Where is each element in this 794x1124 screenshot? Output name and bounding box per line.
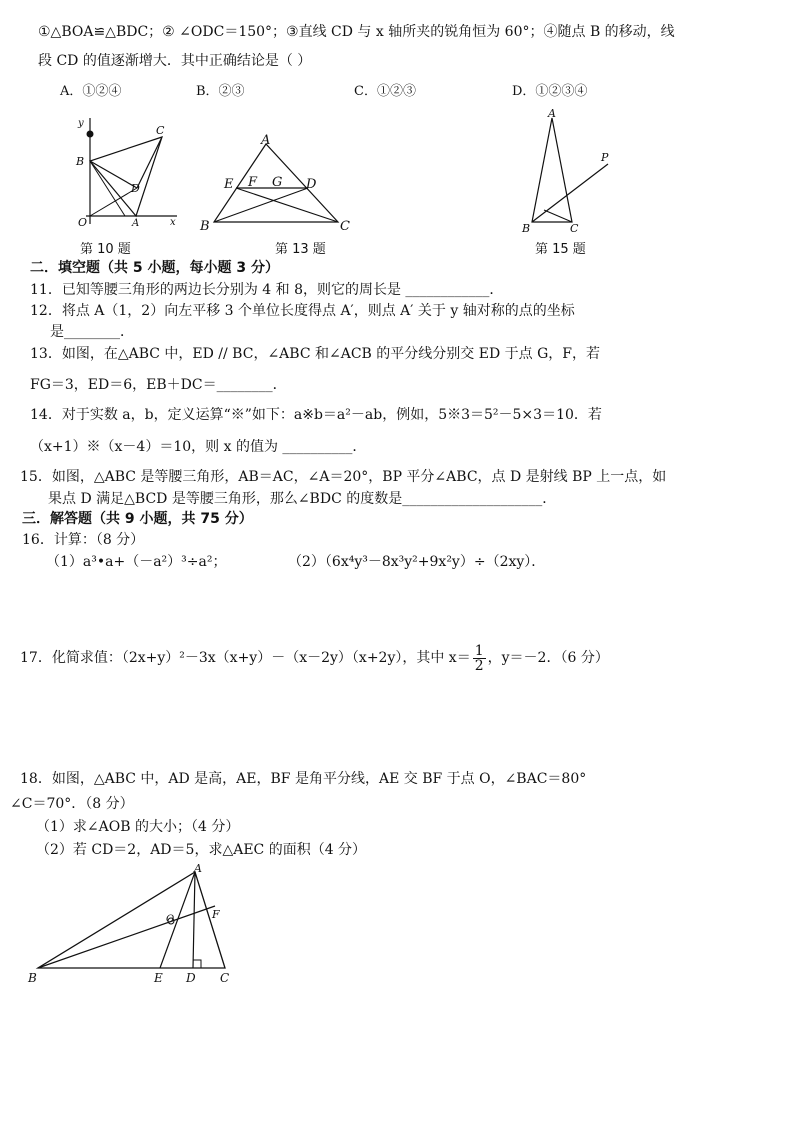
fig18-label-e: E xyxy=(154,971,163,985)
fig13-label-e: E xyxy=(224,177,234,192)
fig10-label-y: y xyxy=(78,118,84,129)
q10-option-c: C．①②③ xyxy=(354,84,416,99)
q11-text: 11．已知等腰三角形的两边长分别为 4 和 8，则它的周长是 ____________． xyxy=(30,282,504,298)
q13-line1: 13．如图，在△ABC 中，ED // BC，∠ABC 和∠ACB 的平分线分别交 ED 于点 G，F，若 xyxy=(30,346,600,362)
fig10-label-c: C xyxy=(156,124,165,137)
q17-fraction xyxy=(473,644,486,673)
q17-frac-num: 1 xyxy=(474,642,484,659)
q17-suffix: ，y＝－2．（6 分） xyxy=(487,650,609,666)
section-3-title: 三．解答题（共 9 小题，共 75 分） xyxy=(22,511,253,527)
fig18-label-f: F xyxy=(212,908,220,921)
q17-frac-den: 2 xyxy=(474,657,484,674)
fig13-label-g: G xyxy=(272,175,283,190)
q17-prefix: 17．化简求值：（2x+y）²－3x（x+y）－（x－2y）（x+2y），其中 x＝ xyxy=(20,650,471,666)
q10-line1: ①△BOA≌△BDC；② ∠ODC＝150°；③直线 CD 与 x 轴所夹的锐角恒为 60°；④随点 B 的移动，线 xyxy=(38,24,675,40)
fig13-label-b: B xyxy=(200,219,210,234)
fig10-label-x: x xyxy=(170,217,176,228)
fig13-label-c: C xyxy=(340,219,350,234)
fig13-label-a: A xyxy=(261,133,271,148)
fig18-label-b: B xyxy=(28,971,37,985)
fig15-label-a: A xyxy=(548,107,556,120)
q18-line1: 18．如图，△ABC 中，AD 是高，AE，BF 是角平分线，AE 交 BF 于点 O，∠BAC＝80° xyxy=(20,771,587,787)
figure-q10 xyxy=(52,112,187,230)
q14-line1: 14．对于实数 a，b，定义运算“※”如下：a※b＝a²－ab，例如，5※3＝5²－5×3＝10．若 xyxy=(30,407,602,423)
q12-line1: 12．将点 A（1，2）向左平移 3 个单位长度得点 A′，则点 A′ 关于 y 轴对称的点的坐标 xyxy=(30,303,575,319)
fig18-label-o: O xyxy=(166,914,175,925)
q14-line2: （x+1）※（x－4）＝10，则 x 的值为 __________． xyxy=(30,439,367,455)
fig10-label-o: O xyxy=(78,216,88,229)
q16-part1: （1）a³•a+（－a²）³÷a²； xyxy=(46,554,227,570)
q10-option-a: A．①②④ xyxy=(60,84,122,99)
fig15-label-c: C xyxy=(570,222,579,234)
q16-part2: （2）（6x⁴y³－8x³y²+9x²y）÷（2xy）． xyxy=(288,554,546,570)
q17-text xyxy=(20,640,609,676)
q10-option-b: B．②③ xyxy=(196,84,245,99)
figure-q15 xyxy=(516,106,616,234)
q13-line2: FG＝3，ED＝6，EB＋DC＝________． xyxy=(30,377,287,393)
fig13-label-d: D xyxy=(306,177,317,192)
fig15-caption: 第 15 题 xyxy=(535,242,586,257)
fig18-label-a: A xyxy=(194,862,202,875)
q15-line1: 15．如图，△ABC 是等腰三角形，AB＝AC，∠A＝20°，BP 平分∠ABC，点 D 是射线 BP 上一点，如 xyxy=(20,469,667,485)
fig10-label-b: B xyxy=(76,155,85,168)
fig18-label-c: C xyxy=(220,971,230,985)
q18-part2: （2）若 CD＝2，AD＝5，求△AEC 的面积（4 分） xyxy=(36,842,367,858)
section-2-title: 二．填空题（共 5 小题，每小题 3 分） xyxy=(30,260,279,276)
q18-line2: ∠C＝70°．（8 分） xyxy=(10,796,134,812)
fig18-label-d: D xyxy=(186,971,196,985)
q12-line2: 是________． xyxy=(50,324,134,340)
fig13-label-f: F xyxy=(248,175,258,190)
fig10-label-d: D xyxy=(131,182,140,195)
q15-line2: 果点 D 满足△BCD 是等腰三角形，那么∠BDC 的度数是____________________． xyxy=(48,491,557,507)
q16-title: 16．计算：（8 分） xyxy=(22,532,145,548)
figure-q13 xyxy=(196,132,360,236)
fig15-label-b: B xyxy=(522,222,531,234)
q10-option-d: D．①②③④ xyxy=(512,84,588,99)
fig13-caption: 第 13 题 xyxy=(275,242,326,257)
fig10-caption: 第 10 题 xyxy=(80,242,131,257)
q10-line2: 段 CD 的值逐渐增大．其中正确结论是（ ） xyxy=(38,53,312,69)
figure-q18 xyxy=(20,860,250,990)
fig15-label-p: P xyxy=(601,151,609,164)
fig10-label-a: A xyxy=(132,218,140,229)
q18-part1: （1）求∠AOB 的大小；（4 分） xyxy=(36,819,240,835)
